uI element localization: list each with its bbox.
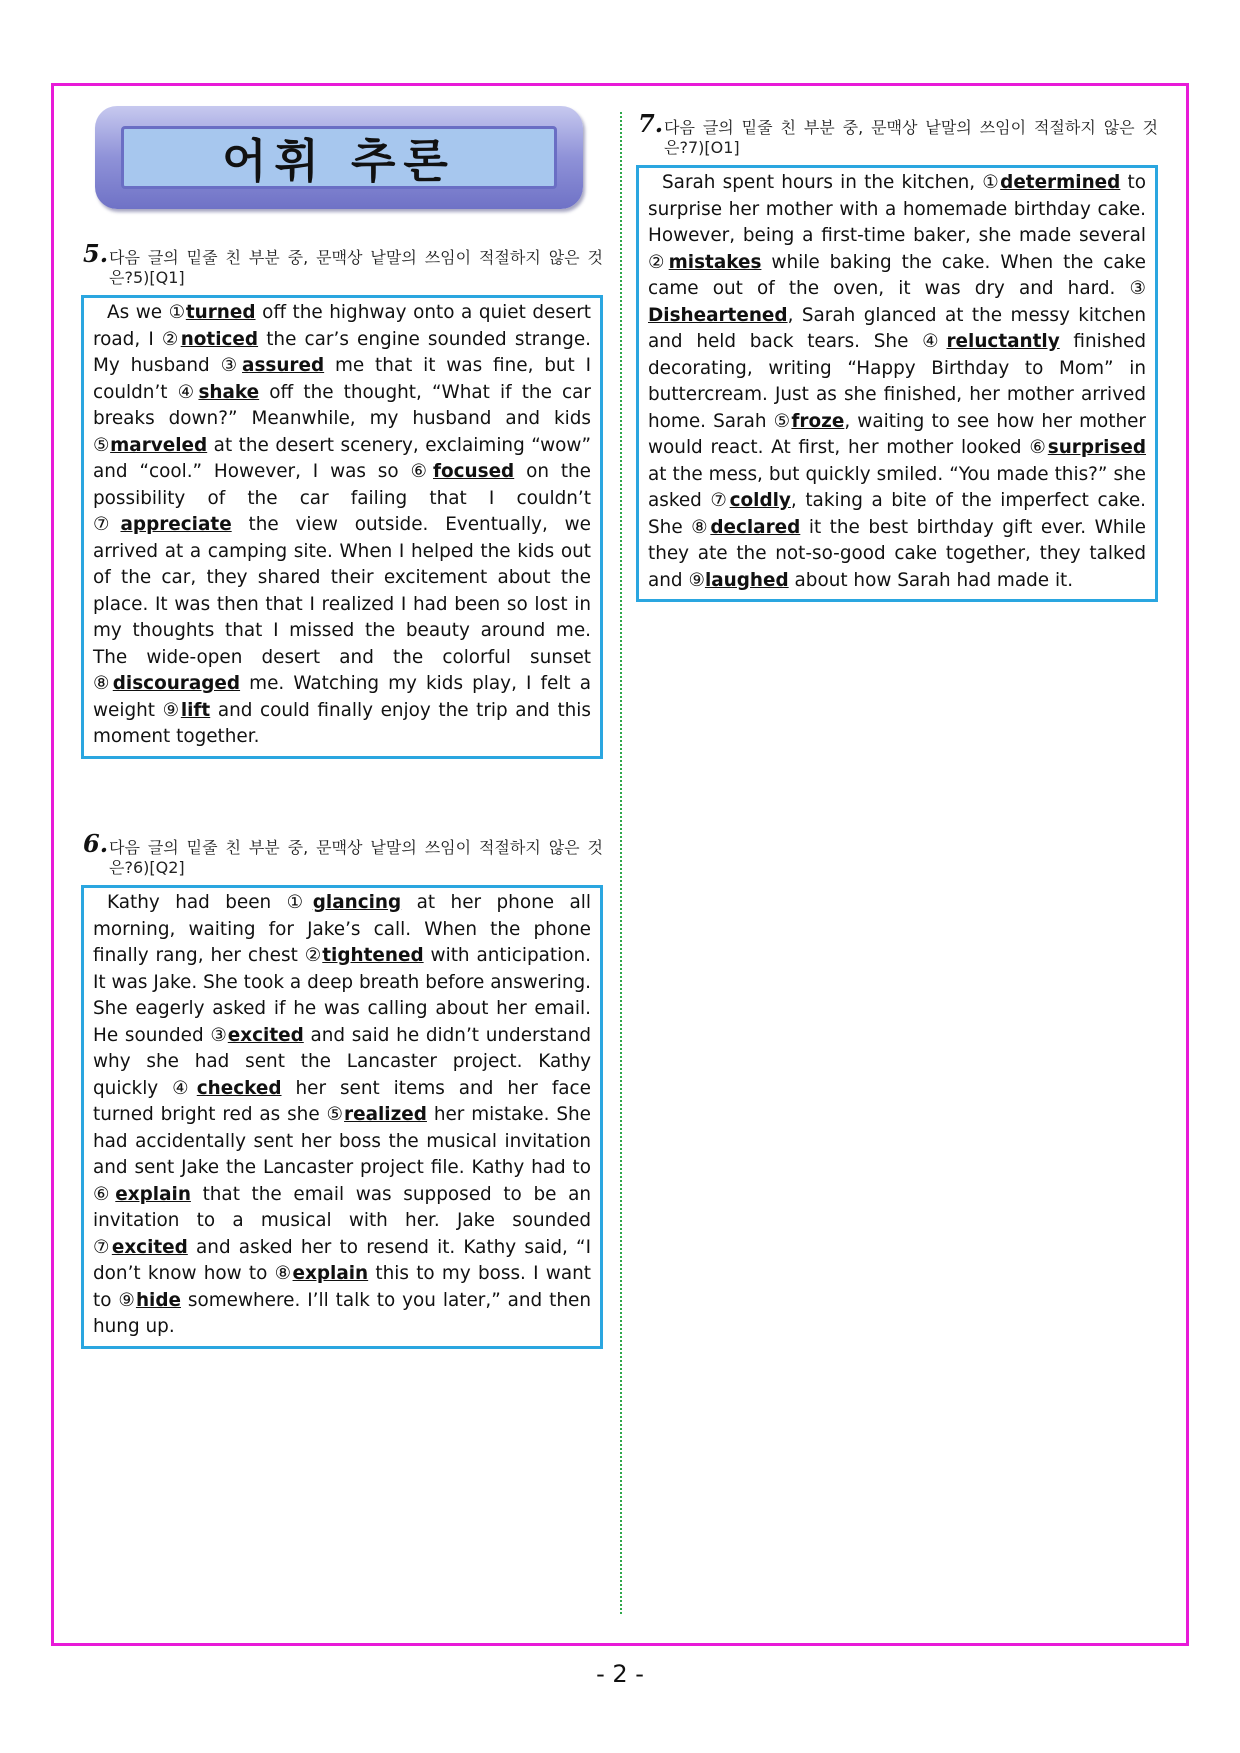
choice-marker: ② <box>304 945 323 966</box>
passage-run: Kathy had been <box>107 892 287 913</box>
choice-marker: ⑦ <box>93 1236 112 1258</box>
underlined-word: Disheartened <box>648 304 788 326</box>
section-banner-inner <box>121 126 557 189</box>
choice-marker: ⑤ <box>773 410 792 432</box>
underlined-word: coldly <box>729 490 791 511</box>
choice-marker: ⑥ <box>410 461 433 482</box>
passage-run: at the mess, but quickly smiled. “You made this?” she asked <box>648 463 1146 511</box>
underlined-word: assured <box>242 355 325 376</box>
underlined-word: glancing <box>312 892 402 913</box>
choice-marker: ③ <box>210 1024 228 1046</box>
passage-run: somewhere. I’ll talk to you later,” and then hung up. <box>93 1289 591 1337</box>
passage-run: the car’s engine sounded strange. My husband <box>93 328 591 376</box>
passage-run: while baking the cake. When the cake came out of the oven, it was dry and hard. <box>648 251 1146 299</box>
question-number: 5. <box>83 239 109 268</box>
underlined-word: excited <box>111 1236 188 1258</box>
choice-marker: ⑧ <box>274 1263 293 1284</box>
passage-run: at the desert scenery, exclaiming “wow” and “cool.” However, I was so <box>93 434 591 482</box>
passage-box <box>81 885 603 1349</box>
passage-run: me. Watching my kids play, I felt a weight <box>93 673 591 721</box>
question-number: 6. <box>83 829 109 858</box>
underlined-word: realized <box>344 1104 427 1125</box>
question-header <box>83 239 603 288</box>
choice-marker: ⑦ <box>710 490 730 511</box>
underlined-word: appreciate <box>120 514 232 535</box>
question-instruction: 다음 글의 밑줄 친 부분 중, 문맥상 낱말의 쓰임이 적절하지 않은 것은?6)[Q2] <box>109 838 603 877</box>
choice-marker: ⑤ <box>326 1104 345 1125</box>
passage-run: her mistake. She had accidentally sent her boss the musical invitation and sent Jake the Lancaster project file. Kathy had to <box>93 1104 591 1178</box>
choice-marker: ⑥ <box>93 1183 116 1205</box>
choice-marker: ⑤ <box>93 434 111 456</box>
passage-run: off the highway onto a quiet desert road, I <box>93 302 592 350</box>
choice-marker: ⑧ <box>93 673 113 694</box>
question-instruction: 다음 글의 밑줄 친 부분 중, 문맥상 낱말의 쓰임이 적절하지 않은 것은?7)[O1] <box>664 118 1158 157</box>
passage-box <box>81 295 603 759</box>
passage-run: Sarah spent hours in the kitchen, <box>662 172 983 193</box>
question-header <box>83 829 603 878</box>
passage-run: , waiting to see how her mother would react. At first, her mother looked <box>648 410 1146 458</box>
passage-run: , Sarah glanced at the messy kitchen and held back tears. She <box>648 304 1146 352</box>
passage-run: off the thought, “What if the car breaks down?” Meanwhile, my husband and kids <box>93 381 591 429</box>
underlined-word: determined <box>1000 172 1121 193</box>
underlined-word: explain <box>115 1183 191 1205</box>
choice-marker: ③ <box>220 355 243 376</box>
underlined-word: tightened <box>322 945 424 966</box>
passage-run: and said he didn’t understand why she had sent the Lancaster project. Kathy quickly <box>93 1024 591 1099</box>
passage-run: and could finally enjoy the trip and this moment together. <box>93 699 591 747</box>
underlined-word: declared <box>710 516 801 538</box>
choice-marker: ⑨ <box>118 1289 136 1311</box>
section-title: 어휘 추론 <box>222 133 456 188</box>
underlined-word: excited <box>227 1024 304 1046</box>
passage-text <box>93 300 591 751</box>
passage-run: to surprise her mother with a homemade birthday cake. However, being a first-time baker, she made several <box>648 172 1146 246</box>
passage-text <box>648 170 1146 594</box>
choice-marker: ① <box>982 172 1001 193</box>
choice-marker: ② <box>161 328 181 350</box>
underlined-word: noticed <box>180 328 259 350</box>
passage-run: that the email was supposed to be an invitation to a musical with her. Jake sounded <box>93 1183 591 1231</box>
underlined-word: discouraged <box>112 673 241 694</box>
question-instruction: 다음 글의 밑줄 친 부분 중, 문맥상 낱말의 쓰임이 적절하지 않은 것은?5)[Q1] <box>109 248 603 287</box>
underlined-word: explain <box>292 1263 369 1284</box>
underlined-word: turned <box>185 302 256 323</box>
passage-run: , taking a bite of the imperfect cake. She <box>648 490 1146 538</box>
choice-marker: ④ <box>177 381 199 403</box>
passage-run: As we <box>107 302 169 323</box>
choice-marker: ③ <box>1129 278 1146 299</box>
passage-text <box>93 890 591 1341</box>
question-header <box>638 109 1158 158</box>
choice-marker: ④ <box>172 1077 197 1099</box>
choice-marker: ⑨ <box>162 699 181 721</box>
underlined-word: hide <box>135 1289 181 1311</box>
choice-marker: ① <box>168 302 186 323</box>
underlined-word: marveled <box>110 434 208 456</box>
question-number: 7. <box>638 109 664 138</box>
underlined-word: mistakes <box>668 251 762 273</box>
passage-run: her sent items and her face turned bright red as she <box>93 1077 591 1125</box>
underlined-word: focused <box>433 461 515 482</box>
passage-run: this to my boss. I want to <box>93 1263 591 1311</box>
passage-run: the view outside. Eventually, we arrived at a camping site. When I helped the kids out of the car, they shared their excitement about the place. It was then that I realized I had been so lost in my thoughts that I missed the beauty around me. The wide-open desert and the colorful sunset <box>93 514 591 668</box>
underlined-word: surprised <box>1047 437 1146 458</box>
underlined-word: shake <box>198 381 260 403</box>
underlined-word: froze <box>791 410 845 432</box>
underlined-word: laughed <box>704 569 789 591</box>
passage-run: it the best birthday gift ever. While they ate the not-so-good cake together, they talked and <box>648 516 1146 591</box>
underlined-word: reluctantly <box>946 331 1060 352</box>
column-divider <box>620 112 622 1614</box>
page-number: - 2 - <box>596 1660 644 1688</box>
passage-run: me that it was fine, but I couldn’t <box>93 355 592 403</box>
choice-marker: ⑦ <box>93 514 121 535</box>
choice-marker: ① <box>286 892 313 913</box>
choice-marker: ⑥ <box>1029 437 1048 458</box>
passage-run: at her phone all morning, waiting for Jake’s call. When the phone finally rang, her chest <box>93 892 591 966</box>
choice-marker: ④ <box>922 331 947 352</box>
passage-box <box>636 165 1158 602</box>
choice-marker: ⑨ <box>688 569 705 591</box>
choice-marker: ② <box>648 251 669 273</box>
passage-run: with anticipation. It was Jake. She took a deep breath before answering. She eagerly asked if he was calling about her email. He sounded <box>93 945 591 1046</box>
underlined-word: checked <box>196 1077 282 1099</box>
passage-run: finished decorating, writing “Happy Birthday to Mom” in buttercream. Just as she finished, her mother arrived home. Sarah <box>648 331 1147 432</box>
choice-marker: ⑧ <box>691 516 711 538</box>
underlined-word: lift <box>180 699 211 721</box>
passage-run: on the possibility of the car failing that I couldn’t <box>93 461 591 509</box>
passage-run: and asked her to resend it. Kathy said, “I don’t know how to <box>93 1236 591 1284</box>
passage-run: about how Sarah had made it. <box>788 569 1074 591</box>
